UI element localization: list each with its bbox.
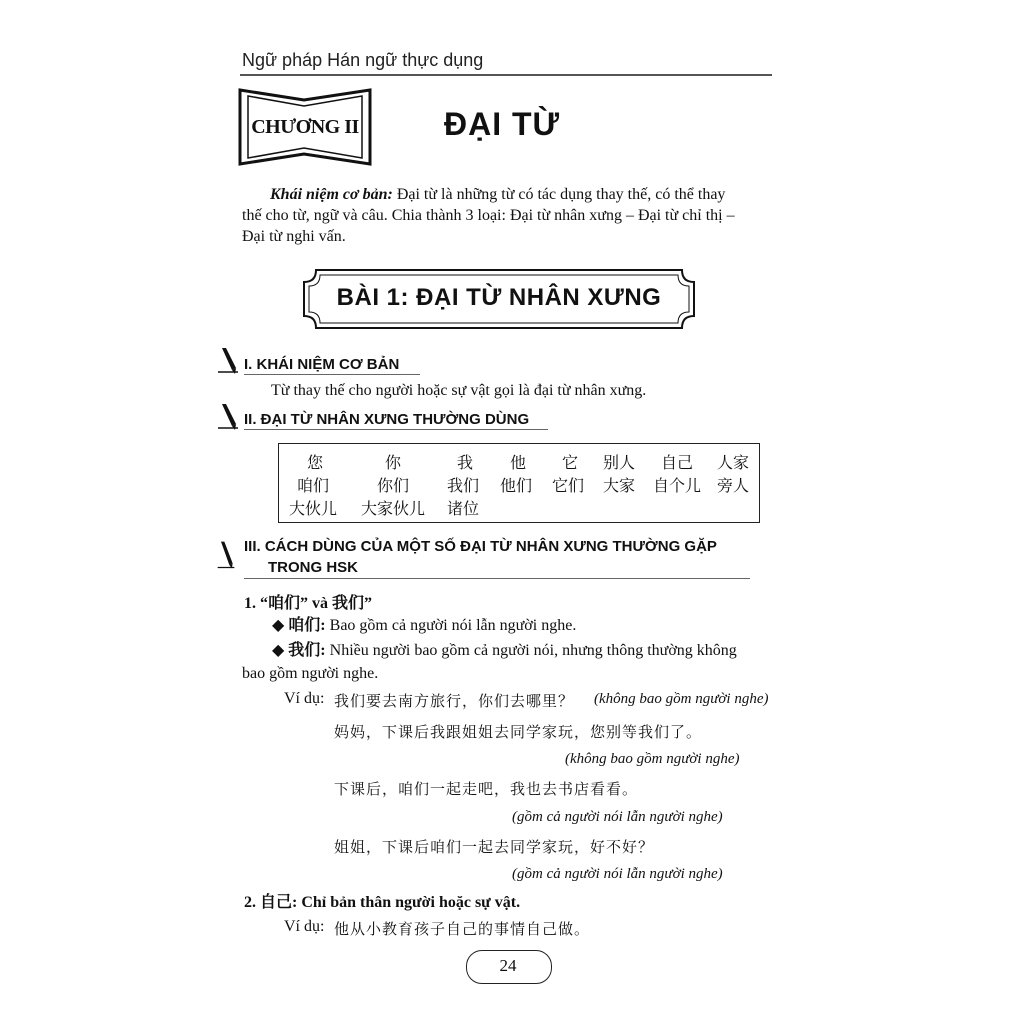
example-1-chinese: 我们要去南方旅行，你们去哪里？	[334, 692, 575, 710]
example-3-chinese: 下课后，咱们一起走吧，我也去书店看看。	[334, 780, 639, 798]
intro-line3: Đại từ nghi vấn.	[242, 228, 346, 245]
example-1-note: (không bao gồm người nghe)	[594, 691, 769, 707]
example-4-note: (gồm cả người nói lẫn người nghe)	[512, 866, 723, 882]
example-2-note: (không bao gồm người nghe)	[565, 751, 740, 767]
pronoun-cell: 诸位	[447, 501, 480, 518]
pronoun-cell: 咱们	[297, 478, 330, 495]
pronoun-cell: 大家伙儿	[361, 501, 426, 518]
section-2-rule	[244, 429, 548, 430]
bullet-1	[272, 615, 576, 636]
intro-line2: thế cho từ, ngữ và câu. Chia thành 3 loại: Đại từ nhân xưng – Đại từ chỉ thị –	[242, 207, 735, 224]
example-2-chinese: 妈妈，下课后我跟姐姐去同学家玩，您别等我们了。	[334, 723, 703, 741]
pronoun-table	[278, 443, 760, 523]
intro-paragraph	[242, 184, 774, 247]
pronoun-cell: 你	[385, 455, 402, 472]
section-3-heading-line2: TRONG HSK	[268, 559, 358, 576]
bullet-2-term: ◆ 我们:	[272, 642, 326, 659]
item-1-title: 1. “咱们” và 我们”	[244, 595, 373, 612]
pronoun-cell: 人家	[717, 455, 750, 472]
example-label: Ví dụ:	[284, 690, 325, 707]
pronoun-cell: 别人	[603, 455, 636, 472]
lesson-title: BÀI 1: ĐẠI TỪ NHÂN XƯNG	[336, 284, 662, 311]
pen-icon	[216, 402, 240, 432]
example-5-chinese: 他从小教育孩子自己的事情自己做。	[334, 920, 591, 938]
example-5-label: Ví dụ:	[284, 918, 325, 935]
example-3-note: (gồm cả người nói lẫn người nghe)	[512, 809, 723, 825]
intro-line1: Đại từ là những từ có tác dụng thay thế, có thể thay	[392, 186, 726, 203]
bullet-1-term: ◆ 咱们:	[272, 617, 326, 634]
section-1-heading: I. KHÁI NIỆM CƠ BẢN	[244, 356, 400, 373]
pronoun-cell: 旁人	[717, 478, 750, 495]
pronoun-cell: 大家	[603, 478, 636, 495]
bullet-2-text: Nhiều người bao gồm cả người nói, nhưng thông thường không	[325, 642, 737, 659]
header-rule	[240, 74, 772, 76]
pen-icon	[216, 346, 240, 376]
section-2-heading: II. ĐẠI TỪ NHÂN XƯNG THƯỜNG DÙNG	[244, 411, 530, 428]
bullet-1-text: Bao gồm cả người nói lẫn người nghe.	[325, 617, 577, 634]
section-3-rule	[244, 578, 750, 579]
example-4-chinese: 姐姐，下课后咱们一起去同学家玩，好不好？	[334, 838, 655, 856]
page-number: 24	[499, 956, 517, 975]
chapter-label: CHƯƠNG II	[251, 116, 359, 138]
pronoun-cell: 它	[562, 455, 579, 472]
pronoun-cell: 它们	[552, 478, 585, 495]
pronoun-cell: 你们	[377, 478, 410, 495]
pronoun-cell: 他们	[500, 478, 533, 495]
section-1-rule	[244, 374, 420, 375]
pronoun-cell: 自个儿	[653, 478, 702, 495]
chapter-title: ĐẠI TỪ	[444, 106, 561, 142]
pronoun-cell: 自己	[661, 455, 694, 472]
pronoun-cell: 我	[457, 455, 474, 472]
bullet-2	[272, 640, 737, 661]
pronoun-cell: 我们	[447, 478, 480, 495]
pronoun-cell: 您	[307, 455, 324, 472]
intro-lead: Khái niệm cơ bản:	[270, 186, 393, 203]
pronoun-cell: 他	[510, 455, 527, 472]
section-1-text: Từ thay thế cho người hoặc sự vật gọi là đại từ nhân xưng.	[271, 382, 647, 399]
running-head: Ngữ pháp Hán ngữ thực dụng	[242, 50, 484, 70]
bullet-2-continuation: bao gồm người nghe.	[242, 665, 379, 682]
pen-icon	[214, 540, 238, 570]
pronoun-cell: 大伙儿	[289, 501, 338, 518]
item-2-title: 2. 自己: Chỉ bản thân người hoặc sự vật.	[244, 894, 521, 911]
section-3-heading-line1: III. CÁCH DÙNG CỦA MỘT SỐ ĐẠI TỪ NHÂN XƯNG THƯỜNG GẶP	[244, 538, 717, 555]
